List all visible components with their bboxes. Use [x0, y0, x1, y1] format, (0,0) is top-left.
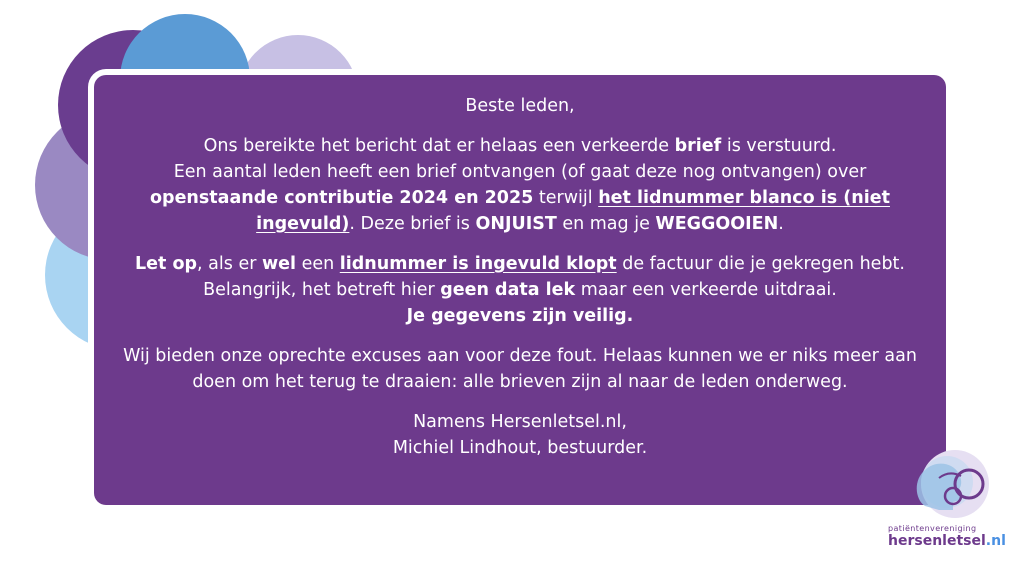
signature: Namens Hersenletsel.nl, Michiel Lindhout, bestuurder.	[392, 412, 648, 458]
greeting: Beste leden,	[465, 96, 575, 116]
logo-wordmark: hersenletsel.nl	[888, 533, 1006, 549]
announcement-panel	[94, 75, 946, 505]
hersenletsel-logo	[880, 440, 1006, 552]
head-profile-icon	[895, 440, 995, 524]
logo-tagline: patiëntenvereniging	[888, 524, 977, 533]
paragraph-wrong-letter: Ons bereikte het bericht dat er helaas een verkeerde brief is verstuurd. Een aantal leden heeft een brief ontvangen (of gaat deze nog ontvangen) over openstaande contributie 2024 en 2025 terwijl het lidnummer blanco is (niet ingevuld). Deze brief is ONJUIST en mag je WEGGOOIEN.	[150, 136, 890, 234]
paragraph-apology: Wij bieden onze oprechte excuses aan voor deze fout. Helaas kunnen we er niks meer aan doen om het terug te draaien: alle brieven zijn al naar de leden onderweg.	[123, 346, 917, 392]
paragraph-note: Let op, als er wel een lidnummer is ingevuld klopt de factuur die je gekregen hebt. Belangrijk, het betreft hier geen data lek maar een verkeerde uitdraai. Je gegevens zijn veilig.	[135, 254, 905, 326]
